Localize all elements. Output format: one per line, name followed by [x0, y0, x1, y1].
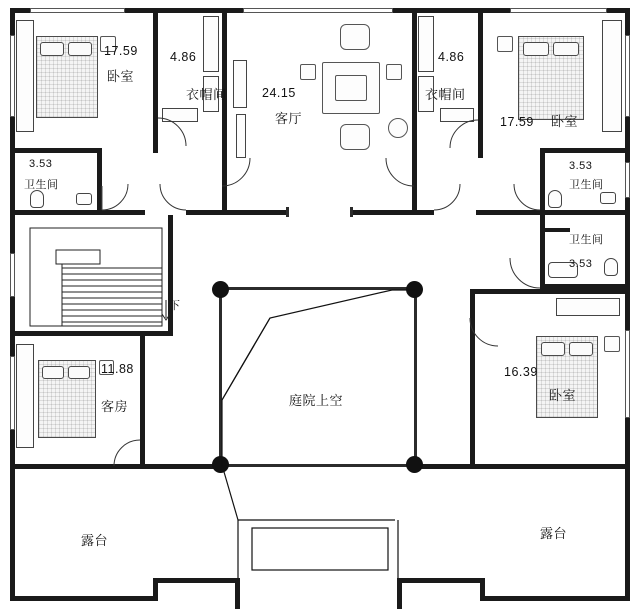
room-name-courtyard: 庭院上空 — [289, 393, 344, 408]
area-bedroom-br: 16.39 — [504, 365, 538, 379]
armchair-living-bottom — [340, 124, 370, 150]
area-cloak-left: 4.86 — [170, 50, 197, 64]
courtyard-wall-top — [219, 287, 417, 290]
area-living: 24.15 — [262, 86, 296, 100]
bath-tl-wall-right — [97, 148, 102, 210]
window-left-guest — [10, 356, 15, 430]
courtyard-wall-right — [414, 287, 417, 467]
exterior-wall-notch-right-h — [397, 578, 485, 583]
pillow-bedroom-br-b — [569, 342, 593, 356]
window-right-bedroom — [625, 35, 630, 117]
coffee-table-living — [335, 75, 367, 101]
terrace-wall-right — [417, 464, 630, 469]
courtyard-wall-bottom — [219, 464, 417, 467]
exterior-wall-notch-left-h — [153, 578, 238, 583]
bedroom-br-wall-top — [470, 289, 630, 294]
area-bedroom-tl: 17.59 — [104, 44, 138, 58]
room-name-cloak-right: 衣帽间 — [425, 87, 466, 102]
room-name-cloak-left: 衣帽间 — [186, 87, 227, 102]
stair-wall-right — [168, 215, 173, 335]
plant-living — [388, 118, 408, 138]
interior-wall-upper-left — [10, 210, 145, 215]
bath-mr-wall-left — [540, 210, 545, 288]
bath-tl-wall-top — [10, 148, 102, 153]
closet-shelf-right-c — [440, 108, 474, 122]
side-table-living-right — [386, 64, 402, 80]
guest-wall-right — [140, 336, 145, 464]
nightstand-bedroom-br — [604, 336, 620, 352]
wardrobe-guest — [16, 344, 34, 448]
window-right-bedroom-br — [625, 330, 630, 418]
closet-shelf-left-a — [203, 16, 219, 72]
stair-wall-bottom — [10, 331, 173, 336]
nightstand-bedroom-tr — [497, 36, 513, 52]
partition-living-cloak-right — [412, 8, 417, 210]
pillow-guest-b — [68, 366, 90, 379]
bath-tr-wall-top — [540, 148, 630, 153]
exterior-wall-bottom-right — [480, 596, 630, 601]
terrace-wall-left — [10, 464, 220, 469]
pillow-bedroom-tr-b — [553, 42, 579, 56]
partition-cloak-living-left — [222, 8, 227, 210]
interior-wall-upper-mid — [186, 210, 286, 215]
area-bedroom-tr: 17.59 — [500, 115, 534, 129]
toilet-bath-mr — [604, 258, 618, 276]
window-left-bedroom — [10, 35, 15, 117]
porch-wall-left — [235, 578, 240, 609]
area-guest: 11.88 — [101, 362, 134, 376]
pillow-bedroom-tr-a — [523, 42, 549, 56]
column-courtyard-tr — [406, 281, 423, 298]
room-name-bath-tr: 卫生间 — [569, 179, 604, 191]
room-name-bedroom-tl: 卧室 — [107, 69, 135, 84]
column-courtyard-bl — [212, 456, 229, 473]
tv-living — [236, 114, 246, 158]
bath-mr-wall-stub — [540, 228, 570, 232]
room-name-bedroom-tr: 卧室 — [551, 114, 579, 129]
closet-shelf-left-c — [162, 108, 198, 122]
side-table-living-left — [300, 64, 316, 80]
window-top-2 — [243, 8, 393, 13]
tv-cabinet-living — [233, 60, 247, 108]
area-bath-mr: 3.53 — [569, 258, 593, 270]
pillow-guest-a — [42, 366, 64, 379]
sink-bath-tl — [76, 193, 92, 205]
room-name-terrace-left: 露台 — [81, 533, 109, 548]
interior-wall-upper-right — [476, 210, 630, 215]
column-courtyard-tl — [212, 281, 229, 298]
window-bath-tr — [625, 162, 630, 198]
wardrobe-bedroom-tr — [602, 20, 622, 132]
pillow-bedroom-br-a — [541, 342, 565, 356]
toilet-bath-tr — [548, 190, 562, 208]
room-name-living: 客厅 — [275, 111, 303, 126]
interior-wall-upper-mid2 — [352, 210, 434, 215]
bath-tr-wall-left — [540, 148, 545, 210]
closet-shelf-right-a — [418, 16, 434, 72]
partition-bedroom-cloak-left — [153, 8, 158, 153]
window-top-3 — [510, 8, 607, 13]
room-name-guest: 客房 — [101, 399, 129, 414]
area-cloak-right: 4.86 — [438, 50, 465, 64]
armchair-living-top — [340, 24, 370, 50]
stair-direction-label: 下 — [169, 300, 181, 312]
window-top-1 — [30, 8, 125, 13]
area-bath-tr: 3.53 — [569, 160, 593, 172]
wardrobe-bedroom-br — [556, 298, 620, 316]
partition-cloak-bedroom-right — [478, 8, 483, 158]
column-courtyard-br — [406, 456, 423, 473]
bedroom-br-wall-left — [470, 289, 475, 464]
exterior-wall-bottom-left — [10, 596, 158, 601]
area-bath-tl: 3.53 — [29, 158, 53, 170]
courtyard-wall-left — [219, 287, 222, 467]
room-name-bedroom-br: 卧室 — [549, 388, 577, 403]
room-name-bath-mr: 卫生间 — [569, 234, 604, 246]
corridor-wall-right — [350, 207, 353, 217]
room-name-bath-tl: 卫生间 — [24, 179, 59, 191]
room-name-terrace-right: 露台 — [540, 526, 568, 541]
toilet-bath-tl — [30, 190, 44, 208]
wardrobe-bedroom-tl — [16, 20, 34, 132]
window-stair-left — [10, 253, 15, 297]
sink-bath-tr — [600, 192, 616, 204]
corridor-wall-left — [286, 207, 289, 217]
pillow-bedroom-tl-a — [40, 42, 64, 56]
pillow-bedroom-tl-b — [68, 42, 92, 56]
